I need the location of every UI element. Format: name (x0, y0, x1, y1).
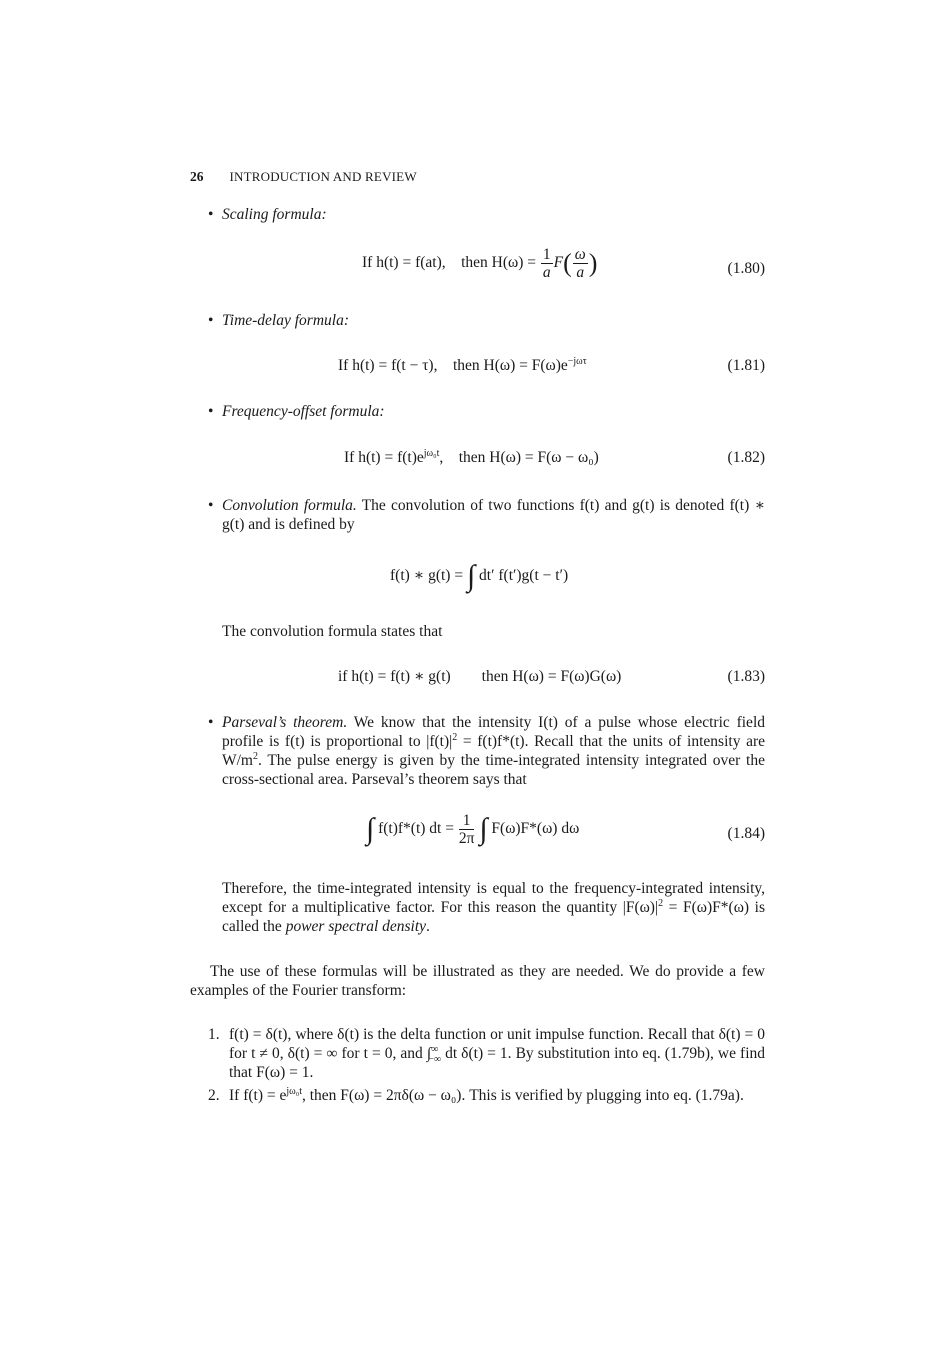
eq-if: If h(t) = f(at), (362, 254, 446, 272)
equation-number: (1.80) (727, 260, 765, 277)
equation-number: (1.82) (727, 449, 765, 466)
eq-lhs: f(t)f*(t) dt = (378, 820, 454, 838)
parseval-after: Therefore, the time-integrated intensity is equal to the frequency-integrated intensity, except for a multiplicative factor. For this reason the quantity $|F(\omega)|^2 = F(\omega)F*(\omega)$ is called the power spectral density. (222, 880, 765, 935)
fraction: $\frac{1}{2\pi}$ (458, 812, 475, 847)
eq-then: then H(ω) = F(ω − ω₀) (458, 449, 599, 466)
eq-exponent: −jωτ (567, 355, 587, 367)
integral-sign: ∫ (479, 812, 488, 846)
equation-convolution-definition (390, 559, 569, 593)
inner-fraction: $\frac{\omega}{a}$ (574, 246, 586, 281)
eq-rhs: F(ω)F*(ω) dω (491, 820, 580, 838)
running-title: INTRODUCTION AND REVIEW (229, 169, 417, 184)
equation-1-81 (338, 356, 587, 375)
scaling-title: Scaling formula: (222, 206, 327, 223)
integral-sign: ∫ (366, 812, 375, 846)
equation-number: (1.81) (727, 357, 765, 374)
convolution-text: The convolution of two functions f(t) and g(t) is denoted f(t) ∗ g(t) and is defined by (222, 497, 765, 533)
page-number: 26 (190, 169, 204, 184)
eq-if: If h(t) = f(t)e (344, 449, 424, 466)
convolution-title: Convolution formula. (222, 497, 357, 514)
integral-sign: ∫ (466, 559, 476, 593)
eq-if: if h(t) = f(t) ∗ g(t) (338, 668, 451, 685)
eq-lhs: f(t) ∗ g(t) = (390, 567, 464, 584)
equation-1-82: If $h(t) = f(t)e^{j\omega_0t}$, then H(ω) = F(ω − ω₀) (344, 447, 599, 466)
time-delay-title: Time-delay formula: (222, 312, 349, 329)
term-power-spectral-density: power spectral density (285, 918, 427, 935)
eq-then: then H(ω) = F(ω)G(ω) (481, 668, 622, 685)
page-header (190, 167, 417, 186)
frequency-offset-title: Frequency-offset formula: (222, 403, 385, 420)
eq-then: then H(ω) = (461, 254, 537, 272)
eq-rhs: dt′ f(t′)g(t − t′) (479, 567, 569, 584)
fraction: $\frac{1}{a}$ (542, 246, 551, 281)
equation-number: (1.84) (727, 825, 765, 842)
parseval-title: Parseval’s theorem. (222, 714, 348, 731)
equation-number: (1.83) (727, 668, 765, 685)
eq-if: If h(t) = f(t − τ), (338, 357, 438, 374)
eq-then: then H(ω) = F(ω)e (452, 357, 568, 374)
intro-paragraph: The use of these formulas will be illustrated as they are needed. We do provide a few examples of the Fourier transform: (190, 963, 765, 999)
equation-1-83 (338, 667, 621, 686)
equation-1-84 (366, 812, 579, 847)
eq-exponent: jω₀t (423, 447, 440, 459)
convolution-states: The convolution formula states that (222, 623, 443, 640)
equation-1-80: If h(t) = f(at), then H(ω) = $\frac{1}{a}$ F( $\frac{\omega}{a}$ ) (362, 246, 598, 281)
